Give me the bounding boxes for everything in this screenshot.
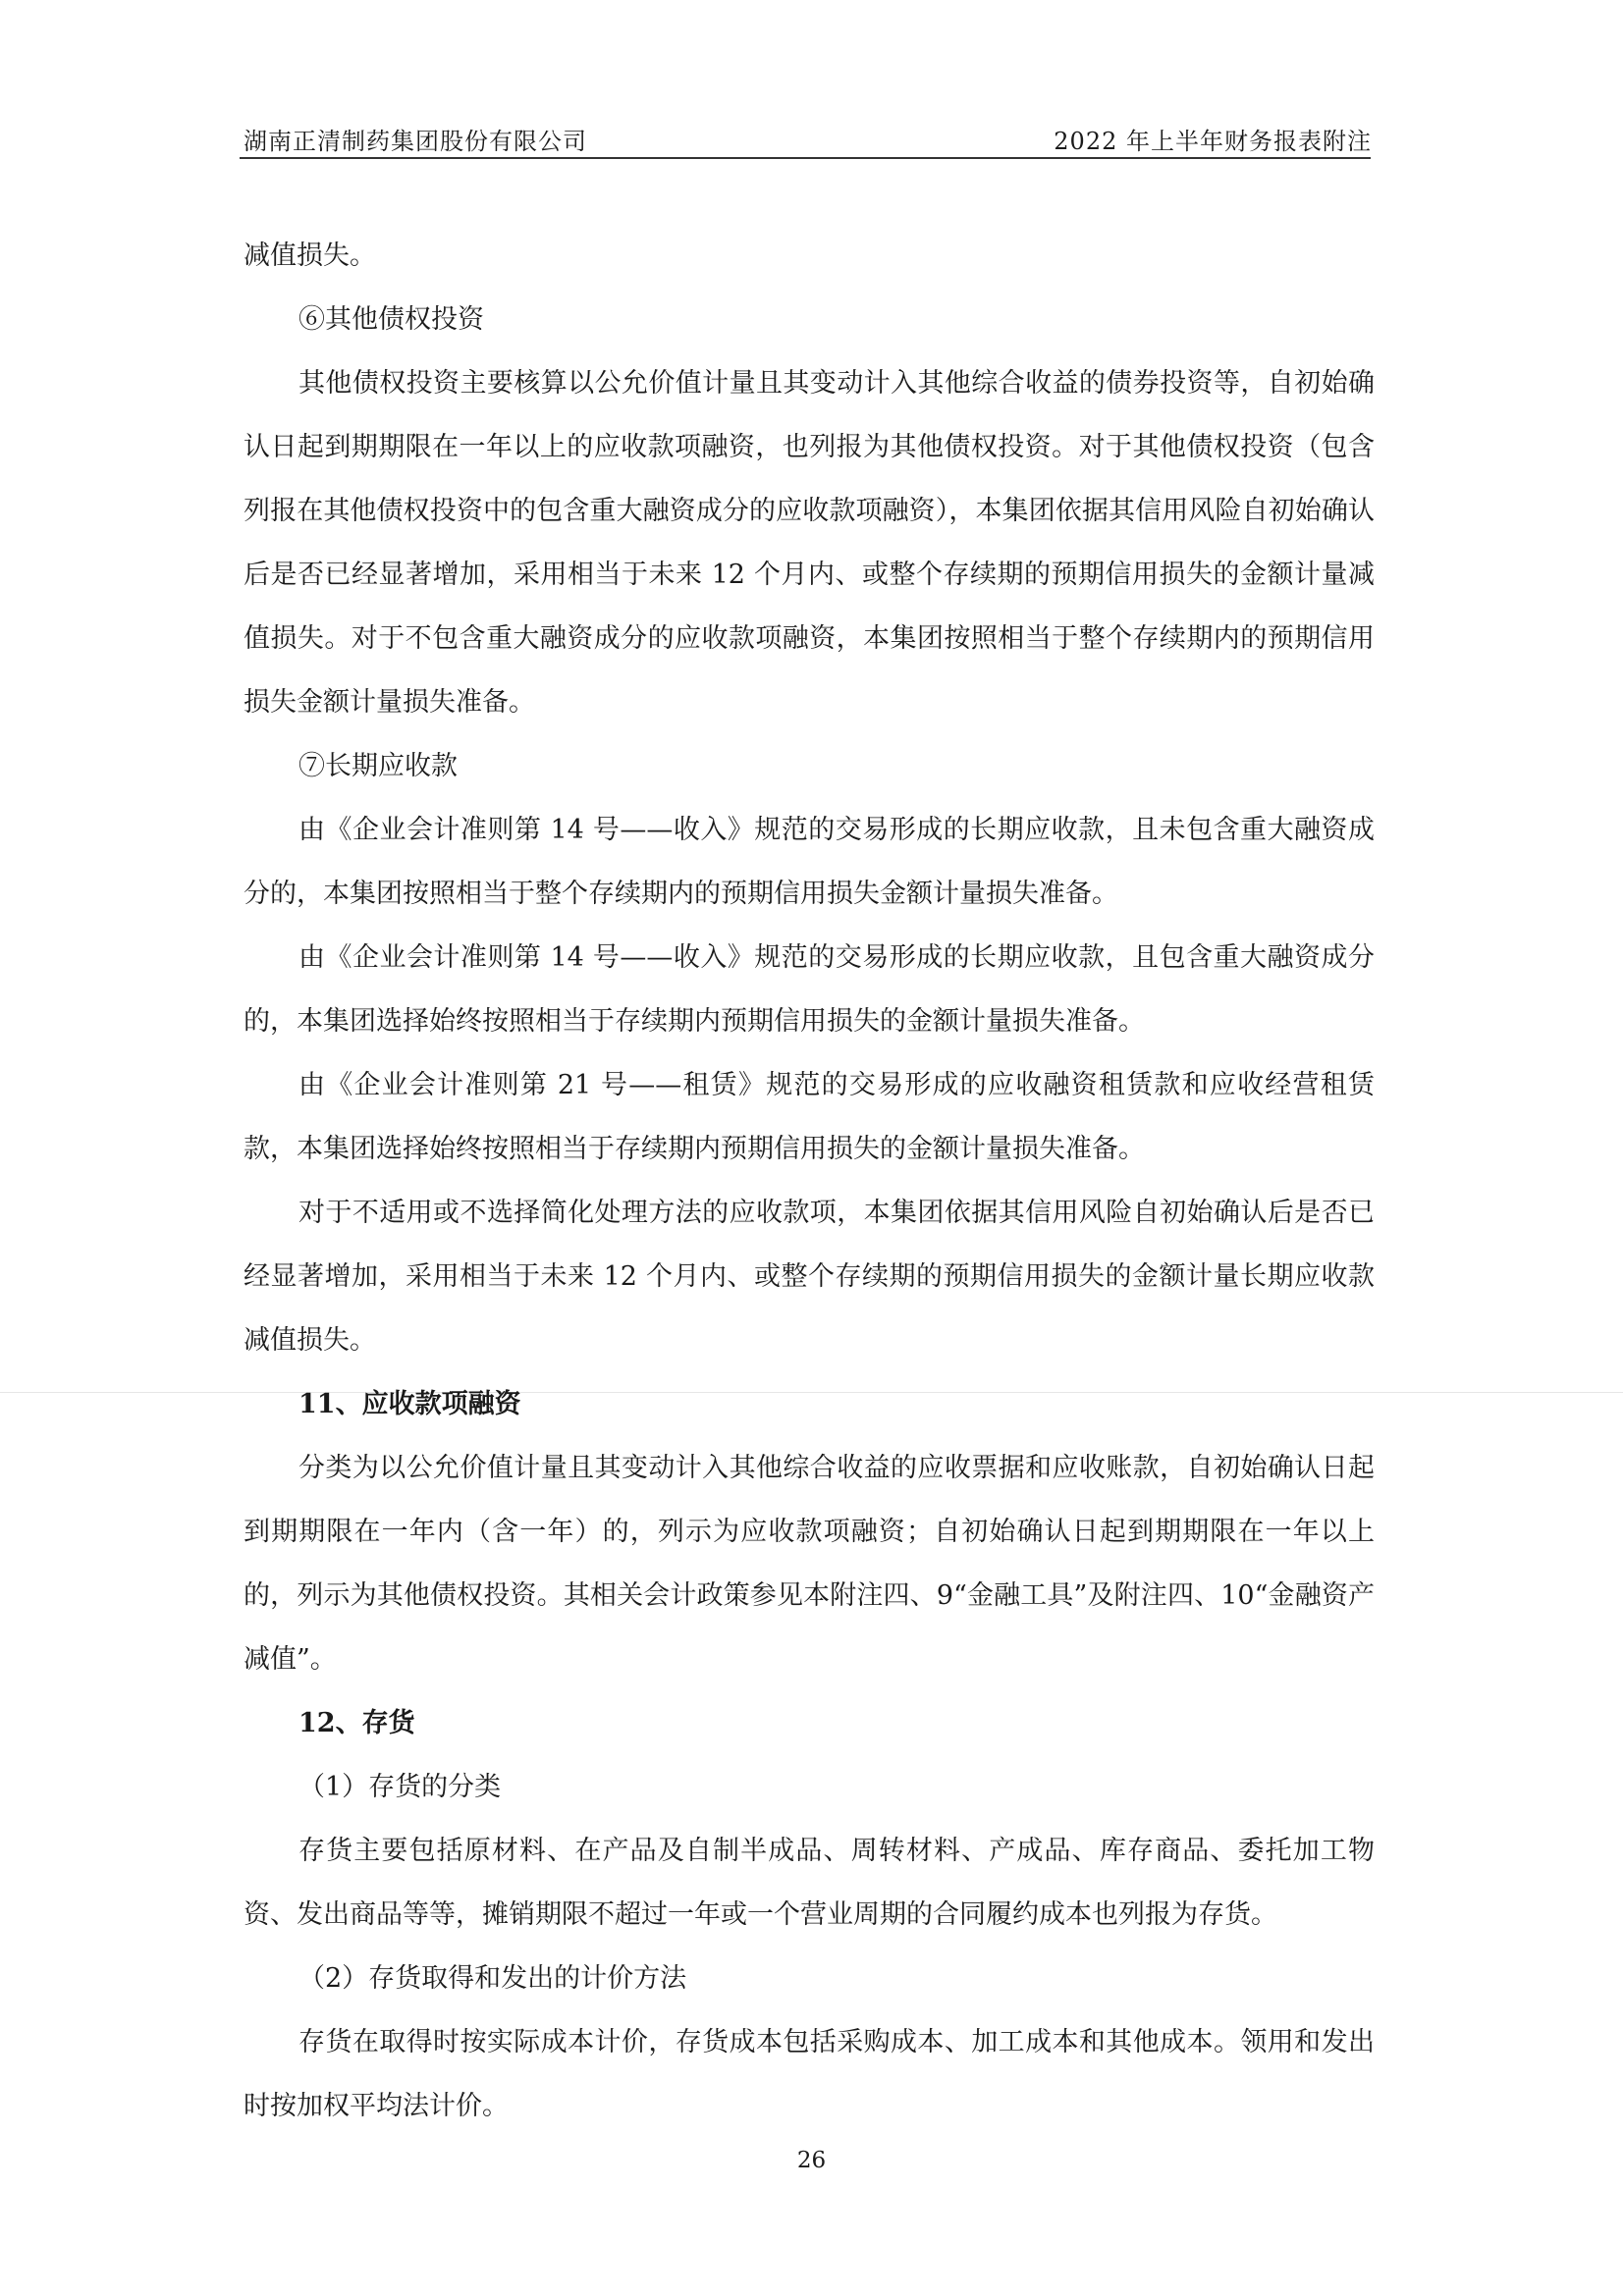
section-11-heading: 11、应收款项融资 (298, 1389, 521, 1419)
item7-paragraph-1: 由《企业会计准则第 14 号——收入》规范的交易形成的长期应收款，且未包含重大融资成分的，本集团按照相当于整个存续期内的预期信用损失金额计量损失准备。 (243, 815, 1375, 909)
page-number: 26 (796, 2148, 827, 2173)
header-company-name: 湖南正清制药集团股份有限公司 (243, 128, 587, 155)
item7-paragraph-4: 对于不适用或不选择简化处理方法的应收款项，本集团依据其信用风险自初始确认后是否已经显著增加，采用相当于未来 12 个月内、或整个存续期的预期信用损失的金额计量长期应收款减值损失。 (243, 1198, 1375, 1356)
section-12-paragraph-1: 存货主要包括原材料、在产品及自制半成品、周转材料、产成品、库存商品、委托加工物资、发出商品等等，摊销期限不超过一年或一个营业周期的合同履约成本也列报为存货。 (243, 1836, 1375, 1930)
header-divider (240, 157, 1371, 159)
section-12-subheading-1: （1）存货的分类 (298, 1772, 502, 1802)
item6-title: ⑥其他债权投资 (298, 304, 484, 335)
item7-paragraph-3: 由《企业会计准则第 21 号——租赁》规范的交易形成的应收融资租赁款和应收经营租赁款，本集团选择始终按照相当于存续期内预期信用损失的金额计量损失准备。 (243, 1070, 1375, 1164)
item6-paragraph: 其他债权投资主要核算以公允价值计量且其变动计入其他综合收益的债券投资等，自初始确认日起到期期限在一年以上的应收款项融资，也列报为其他债权投资。对于其他债权投资（包含列报在其他债权投资中的包含重大融资成分的应收款项融资），本集团依据其信用风险自初始确认后是否已经显著增加，采用相当于未来 12 个月内、或整个存续期的预期信用损失的金额计量减值损失。对于不包含重大融资成分的应收款项融资，本集团按照相当于整个存续期内的预期信用损失金额计量损失准备。 (243, 368, 1375, 718)
item7-paragraph-2: 由《企业会计准则第 14 号——收入》规范的交易形成的长期应收款，且包含重大融资成分的，本集团选择始终按照相当于存续期内预期信用损失的金额计量损失准备。 (243, 942, 1375, 1037)
header-report-title: 2022 年上半年财务报表附注 (1054, 128, 1372, 155)
paragraph-continuation: 减值损失。 (243, 240, 376, 271)
item7-title: ⑦长期应收款 (298, 751, 458, 781)
section-12-heading: 12、存货 (298, 1708, 415, 1738)
section-12-paragraph-2: 存货在取得时按实际成本计价，存货成本包括采购成本、加工成本和其他成本。领用和发出时按加权平均法计价。 (243, 2027, 1375, 2121)
section-12-subheading-2: （2）存货取得和发出的计价方法 (298, 1963, 687, 1994)
document-body (243, 224, 1375, 2138)
section-11-paragraph: 分类为以公允价值计量且其变动计入其他综合收益的应收票据和应收账款，自初始确认日起到期期限在一年内（含一年）的，列示为应收款项融资；自初始确认日起到期期限在一年以上的，列示为其他债权投资。其相关会计政策参见本附注四、9“金融工具”及附注四、10“金融资产减值”。 (243, 1453, 1375, 1675)
